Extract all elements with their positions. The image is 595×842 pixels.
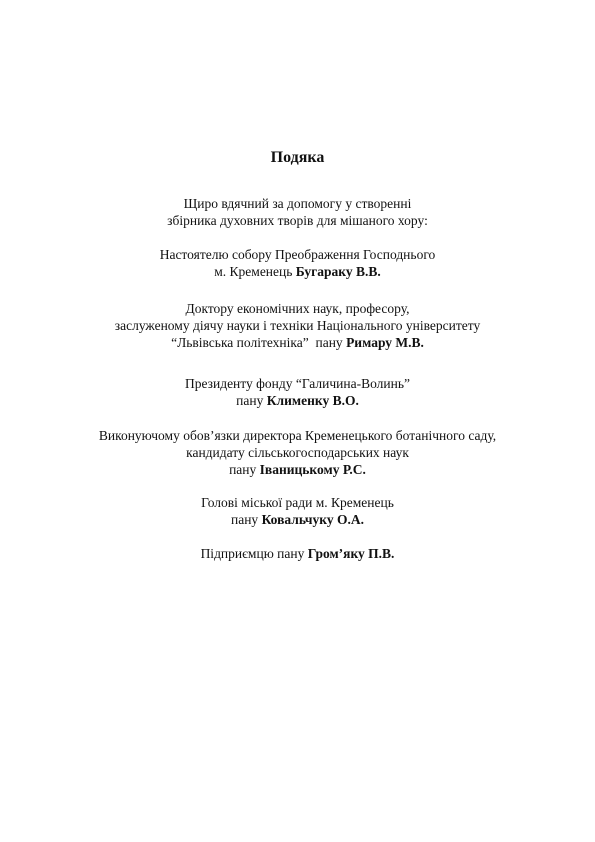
- ack-4-person-name: Іваницькому Р.С.: [259, 462, 366, 477]
- ack-4-line-1: Виконуючому обов’язки директора Кременецького ботанічного саду,: [98, 428, 497, 443]
- ack-6-person-name: Гром’яку П.В.: [307, 546, 395, 561]
- ack-3-person-name: Клименку В.О.: [266, 393, 359, 408]
- ack-2-line-3-text: “Львівська політехніка” пану: [171, 335, 347, 350]
- ack-1-line-1: Настоятелю собору Преображення Господнього: [159, 247, 436, 262]
- acknowledgement-3: [0, 375, 595, 409]
- intro-line-2: збірника духовних творів для мішаного хору:: [167, 213, 428, 228]
- ack-3-line-1: Президенту фонду “Галичина-Волинь”: [184, 376, 411, 391]
- ack-4-line-3-text: пану: [229, 462, 260, 477]
- ack-6-line-1: [0, 545, 595, 562]
- ack-3-line-2-text: пану: [236, 393, 267, 408]
- acknowledgement-5: [0, 494, 595, 528]
- ack-5-line-2: [0, 511, 595, 528]
- ack-4-line-3: [0, 461, 595, 478]
- ack-1-line-2: [0, 263, 595, 280]
- acknowledgement-2: [0, 300, 595, 351]
- ack-6-line-1-text: Підприємцю пану: [200, 546, 308, 561]
- ack-1-line-2-text: м. Кременець: [214, 264, 296, 279]
- ack-5-line-1: Голові міської ради м. Кременець: [201, 495, 394, 510]
- intro-paragraph: [0, 195, 595, 229]
- ack-5-line-2-text: пану: [230, 512, 262, 527]
- ack-2-line-1: Доктору економічних наук, професору,: [185, 301, 410, 316]
- acknowledgement-1: [0, 246, 595, 280]
- acknowledgement-4: [0, 427, 595, 478]
- ack-5-person-name: Ковальчуку О.А.: [261, 512, 365, 527]
- ack-1-person-name: Бугараку В.В.: [295, 264, 381, 279]
- page-title: Подяка: [270, 149, 325, 166]
- ack-3-line-2: [0, 392, 595, 409]
- ack-2-line-2: заслуженому діячу науки і техніки Національного університету: [114, 318, 481, 333]
- ack-4-line-2: кандидату сільськогосподарських наук: [186, 445, 409, 460]
- intro-line-1: Щиро вдячний за допомогу у створенні: [183, 196, 412, 211]
- ack-2-person-name: Римару М.В.: [346, 335, 424, 350]
- acknowledgement-6: [0, 545, 595, 562]
- ack-2-line-3: [0, 334, 595, 351]
